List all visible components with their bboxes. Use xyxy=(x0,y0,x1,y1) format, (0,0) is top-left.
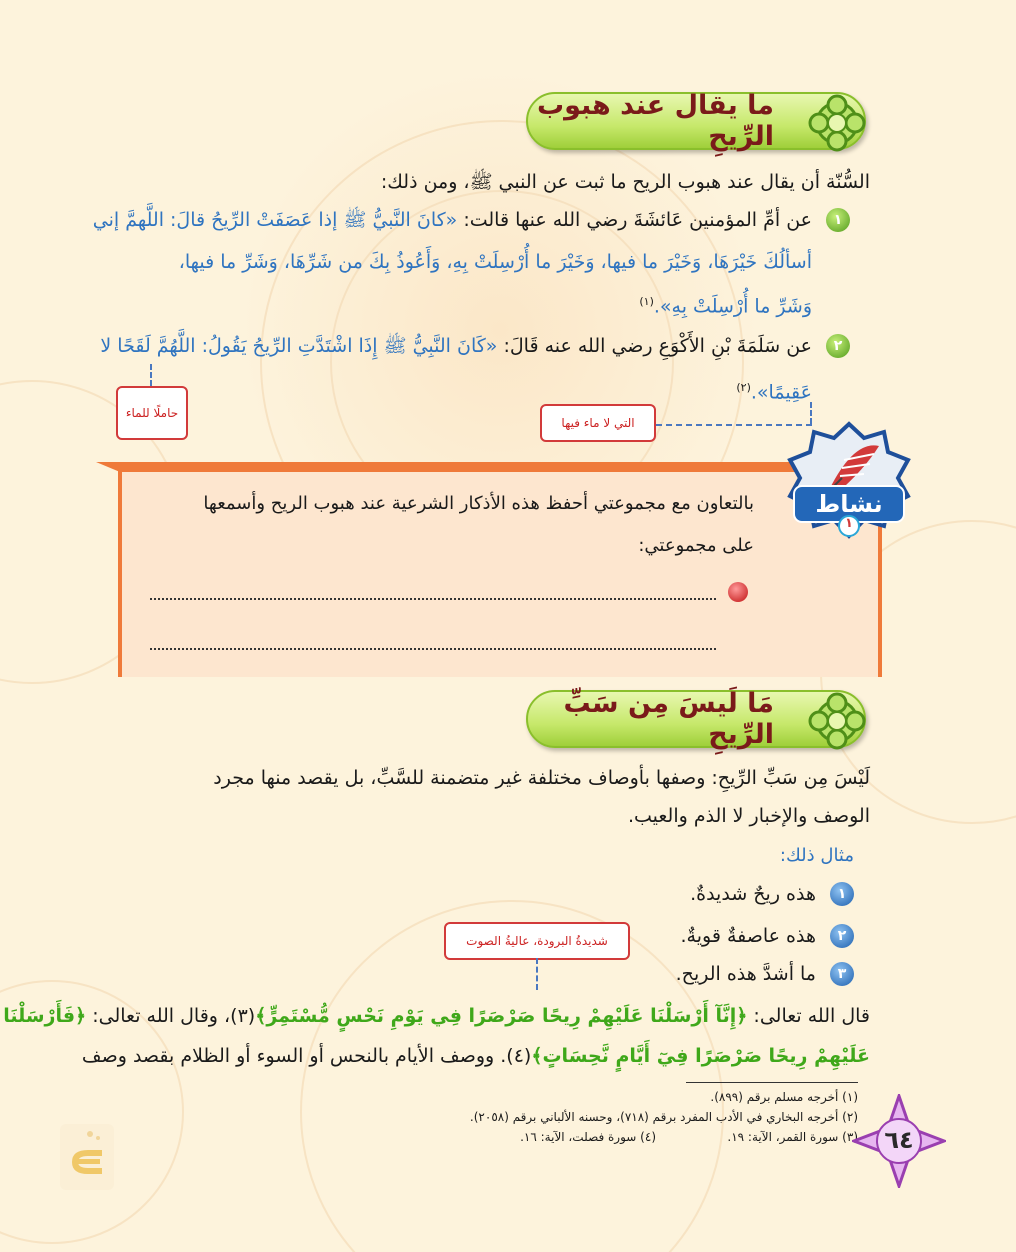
section-title-banner xyxy=(526,690,866,748)
note-aqim: التي لا ماء فيها xyxy=(540,404,656,442)
activity-text-line-2: على مجموعتي: xyxy=(638,535,754,556)
definition-line-2: الوصف والإخبار لا الذم والعيب. xyxy=(627,805,870,827)
hadith-1-quote-start: «كانَ النَّبيُّ ﷺ إذا عَصَفَتْ الرِّيحُ قالَ: اللَّهمَّ إني xyxy=(92,209,458,231)
note-connector xyxy=(536,958,538,990)
item-number-badge: ٢ xyxy=(826,334,850,358)
activity-top-border xyxy=(96,462,896,472)
footnote-ref: (١) xyxy=(639,295,654,308)
example-3: ما أشدَّ هذه الريح. xyxy=(675,963,816,985)
activity-badge xyxy=(784,420,914,550)
logo-icon xyxy=(60,1124,114,1190)
hadith-1-line-1 xyxy=(93,206,812,234)
hadith-1-line-2: أسألُكَ خَيْرَهَا، وَخَيْرَ ما فيها، وَخَيْرَ ما أُرْسِلَتْ بِهِ، وَأَعُوذُ بِكَ من شَرِّهَا، وَشَرِّ ما فيها، xyxy=(178,251,812,273)
page-number-badge xyxy=(852,1094,946,1188)
section-title: ما يقال عند هبوب الرِّيحِ xyxy=(536,90,774,152)
section-title-banner xyxy=(526,92,866,150)
hadith-1-narrator: عن أمِّ المؤمنين عَائشَةَ رضي الله عنها قالت: xyxy=(457,209,812,231)
example-number-badge: ٣ xyxy=(830,962,854,986)
verse-quran-2-start: ﴿فَأَرْسَلْنَا xyxy=(3,1005,87,1027)
footnote-divider xyxy=(686,1082,858,1083)
ornament-knot-icon xyxy=(802,686,872,756)
hadith-2-narrator: عن سَلَمَةَ بْنِ الأَكْوَعِ رضي الله عنه قَالَ: xyxy=(497,335,812,357)
example-number-badge: ١ xyxy=(830,882,854,906)
note-connector xyxy=(150,364,152,386)
ornament-knot-icon xyxy=(802,88,872,158)
example-label: مثال ذلك: xyxy=(779,845,854,866)
verse-intro: قال الله تعالى: xyxy=(747,1005,870,1027)
verse-middle: (٣)، وقال الله تعالى: xyxy=(86,1005,256,1027)
activity-text-line-1: بالتعاون مع مجموعتي أحفظ هذه الأذكار الشرعية عند هبوب الريح وأسمعها xyxy=(203,493,754,514)
verse-explanation: (٤). ووصف الأيام بالنحس أو السوء أو الظلام بقصد وصف xyxy=(81,1045,532,1067)
section-title: مَا لَيسَ مِن سَبِّ الرِّيحِ xyxy=(563,688,774,750)
section-intro: السُّنّة أن يقال عند هبوب الريح ما ثبت عن النبي ﷺ، ومن ذلك: xyxy=(380,171,870,193)
footnote-ref: (٢) xyxy=(736,381,751,394)
hadith-2-quote-end: عَقِيمًا». xyxy=(750,381,812,404)
hadith-2-line-1 xyxy=(100,332,812,360)
activity-label: نشاط xyxy=(815,490,883,518)
verse-quran-2-end: عَلَيْهِمْ رِيحًا صَرْصَرًا فِيٓ أَيَّامٍ نَّحِسَاتٍ﴾ xyxy=(531,1045,870,1067)
answer-line[interactable] xyxy=(150,648,716,652)
footnote-1: (١) أخرجه مسلم برقم (٨٩٩). xyxy=(710,1090,858,1104)
activity-number: ١ xyxy=(845,516,853,531)
bullet-icon xyxy=(728,582,748,602)
hadith-1-line-3 xyxy=(639,288,812,320)
verse-line-1 xyxy=(3,1002,870,1030)
page-number: ٦٤ xyxy=(884,1126,914,1154)
answer-line[interactable] xyxy=(150,598,716,602)
footnote-3: (٣) سورة القمر، الآية: ١٩. xyxy=(727,1130,858,1144)
hadith-2-line-2 xyxy=(736,374,812,406)
note-sarsar: شديدةُ البرودة، عاليةُ الصوت xyxy=(444,922,630,960)
item-number-badge: ١ xyxy=(826,208,850,232)
footnote-4: (٤) سورة فصلت، الآية: ١٦. xyxy=(520,1130,656,1144)
example-number-badge: ٢ xyxy=(830,924,854,948)
verse-line-2 xyxy=(82,1042,870,1070)
example-2: هذه عاصفةٌ قويةٌ. xyxy=(680,925,816,947)
example-1: هذه ريحٌ شديدةٌ. xyxy=(690,883,816,905)
footnote-2: (٢) أخرجه البخاري في الأدب المفرد برقم (٧١٨)، وحسنه الألباني برقم (٢٠٥٨). xyxy=(469,1110,858,1124)
hadith-2-quote-start: «كَانَ النَّبِيُّ ﷺ إِذَا اشْتَدَّتِ الرِّيحُ يَقُولُ: اللَّهُمَّ لَقَحًا لا xyxy=(100,335,498,357)
hadith-1-quote-end: وَشَرِّ ما أُرْسِلَتْ بِهِ». xyxy=(653,295,812,318)
publisher-logo xyxy=(60,1124,114,1190)
verse-quran-1: ﴿إِنَّآ أَرْسَلْنَا عَلَيْهِمْ رِيحًا صَرْصَرًا فِي يَوْمِ نَحْسٍ مُّسْتَمِرٍّ﴾ xyxy=(255,1005,748,1027)
note-laqah: حاملًا للماء xyxy=(116,386,188,440)
definition-line-1: لَيْسَ مِن سَبِّ الرِّيحِ: وصفها بأوصاف مختلفة غير متضمنة للسَّبِّ، بل يقصد منها مجرد xyxy=(213,767,870,789)
